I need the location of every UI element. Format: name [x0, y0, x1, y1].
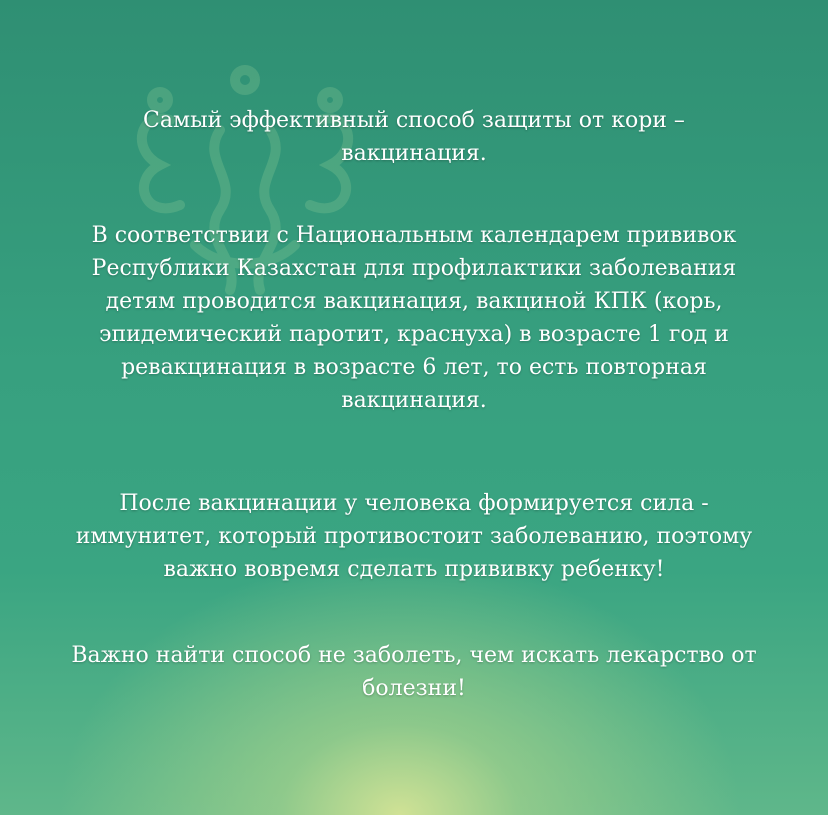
paragraph-intro: [0, 104, 828, 170]
text-line: ревакцинация в возрасте 6 лет, то есть повторная: [121, 355, 707, 380]
text-line: В соответствии с Национальным календарем прививок: [91, 223, 737, 248]
text-line: детям проводится вакцинация, вакциной КПК (корь,: [105, 289, 723, 314]
text-line: важно вовремя сделать прививку ребенку!: [163, 557, 665, 582]
text-line: болезни!: [362, 676, 466, 701]
text-line: вакцинация.: [341, 141, 487, 166]
text-line: Важно найти способ не заболеть, чем искать лекарство от: [71, 643, 757, 668]
text-line: иммунитет, который противостоит заболеванию, поэтому: [75, 524, 753, 549]
paragraph-calendar: [0, 219, 828, 417]
text-line: Республики Казахстан для профилактики заболевания: [91, 256, 737, 281]
text-line: эпидемический паротит, краснуха) в возрасте 1 год и: [99, 322, 729, 347]
paragraph-immunity: [0, 487, 828, 586]
text-line: После вакцинации у человека формируется сила -: [119, 491, 709, 516]
text-line: Самый эффективный способ защиты от кори –: [143, 108, 685, 133]
text-line: вакцинация.: [341, 388, 487, 413]
paragraph-conclusion: [0, 639, 828, 705]
